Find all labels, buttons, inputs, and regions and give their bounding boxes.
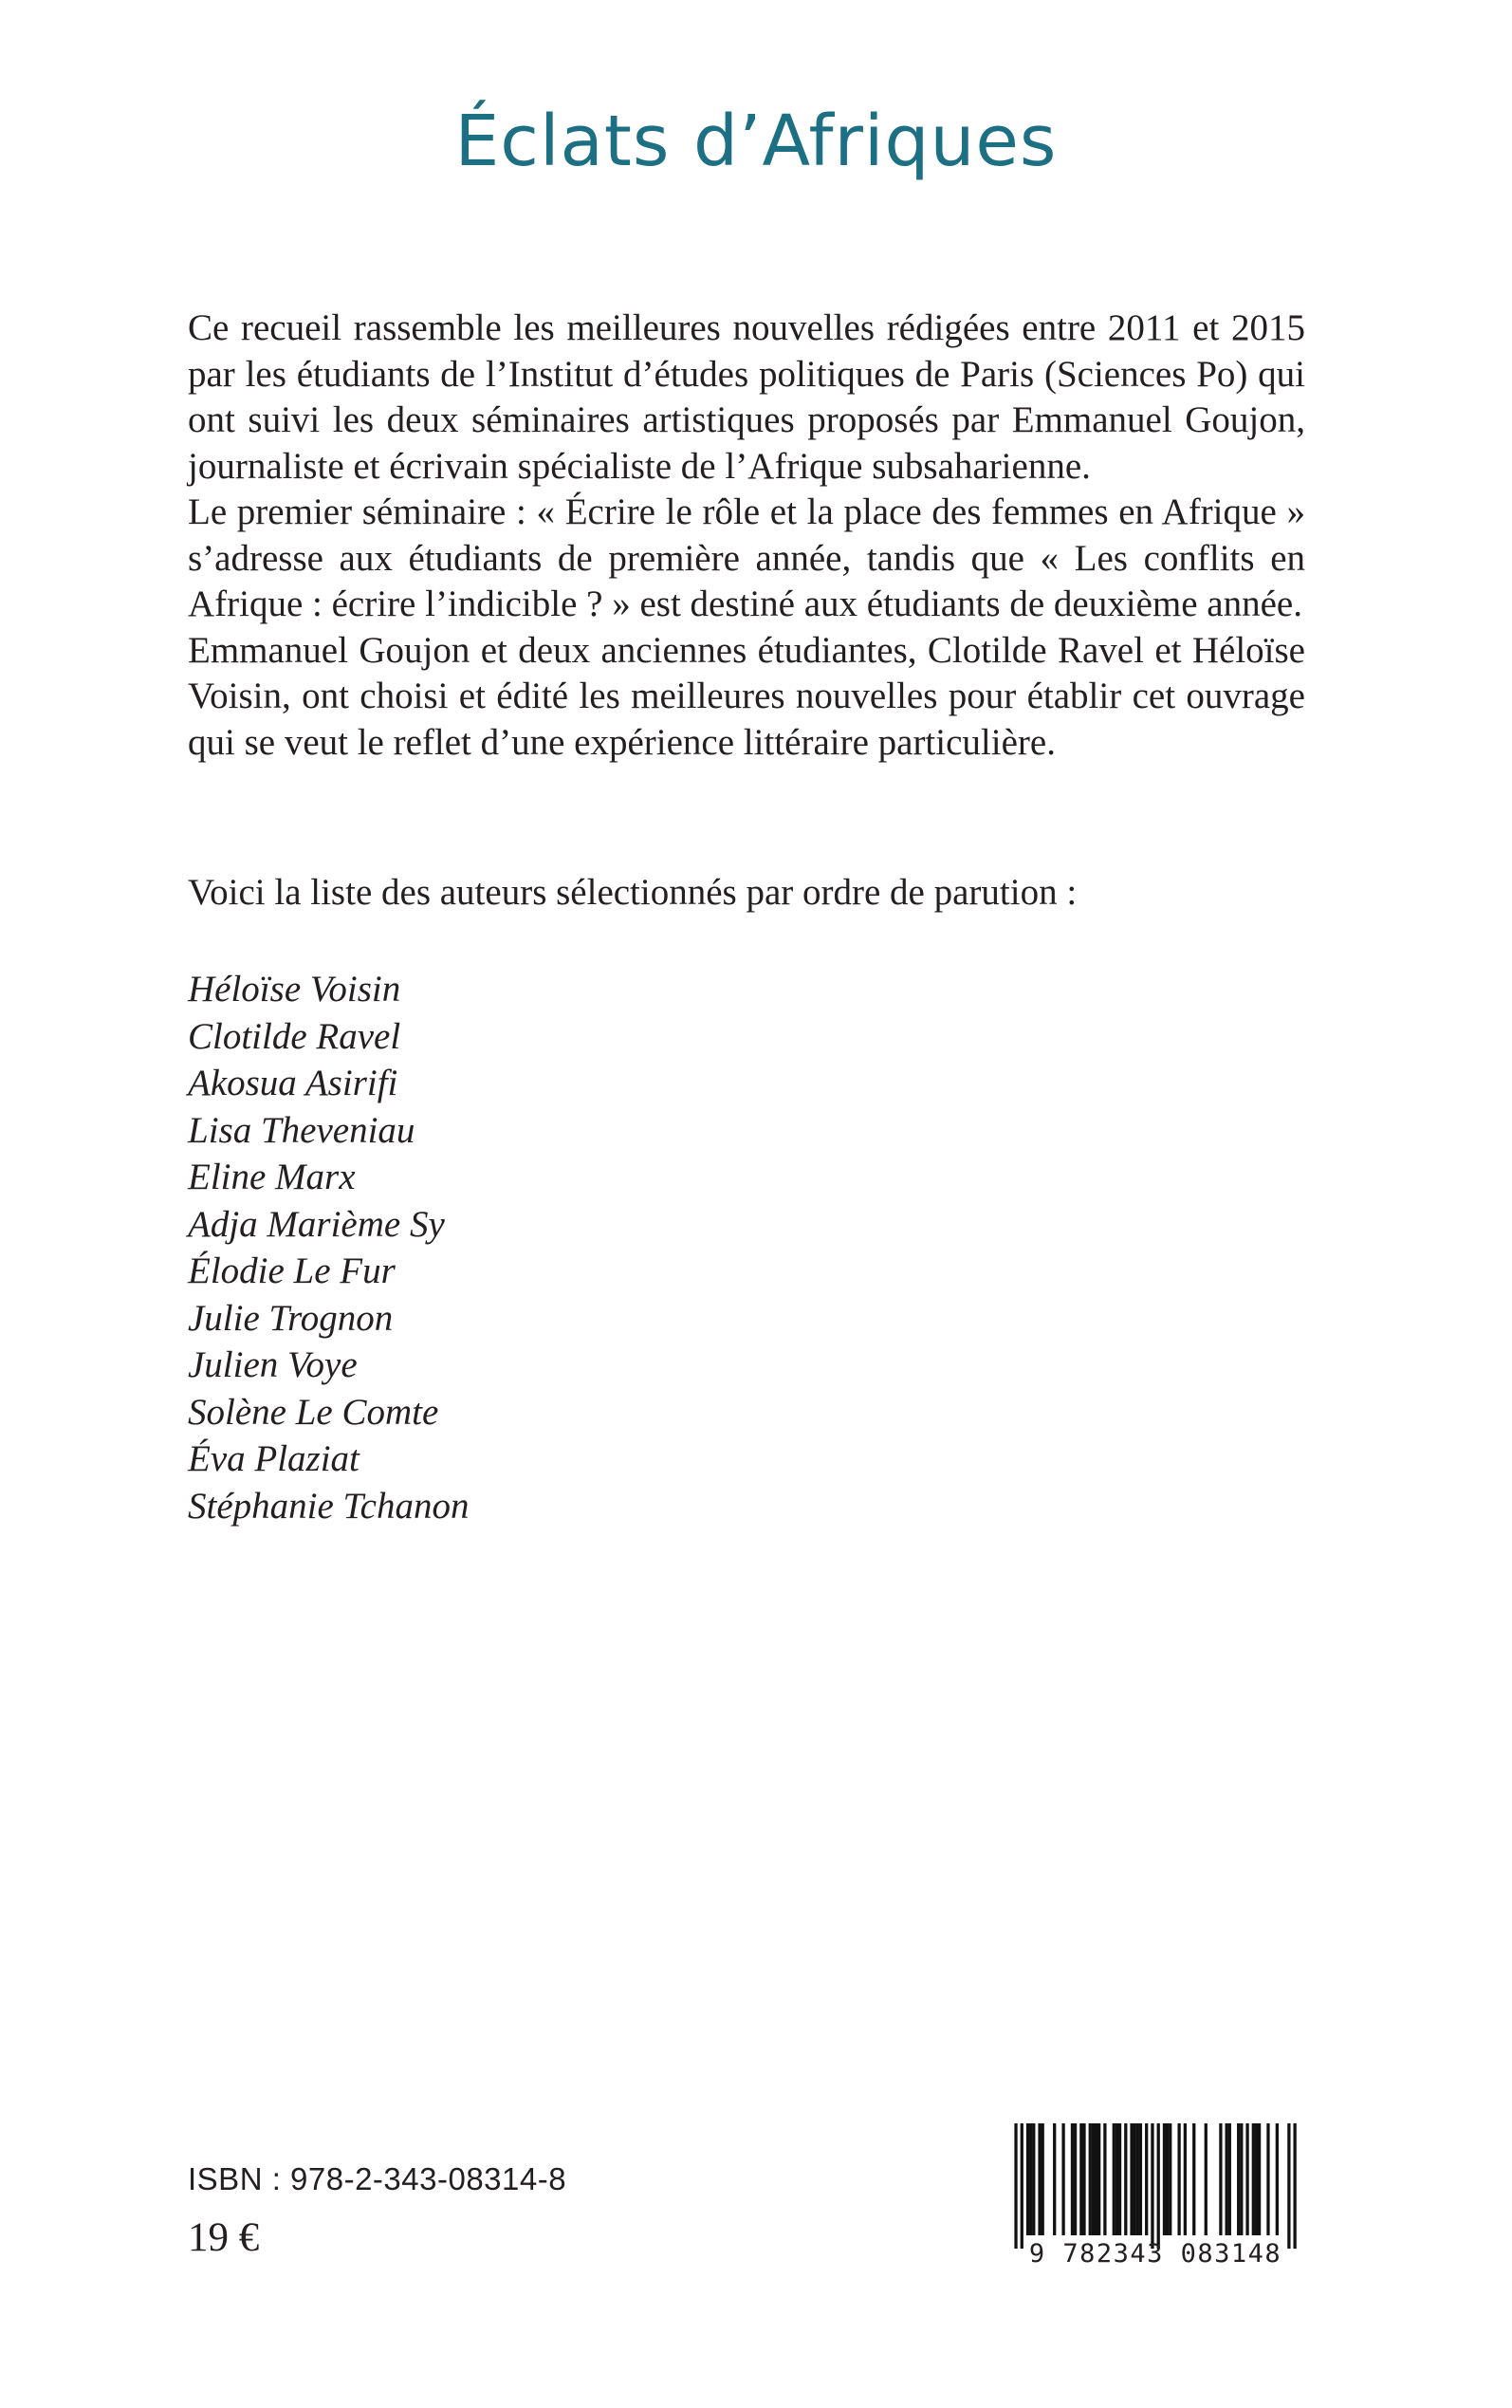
author-name: Éva Plaziat xyxy=(188,1438,360,1479)
barcode-bar xyxy=(1163,2123,1166,2235)
barcode-bar xyxy=(1124,2123,1127,2235)
barcode-bar xyxy=(1026,2123,1029,2235)
barcode-bar xyxy=(1136,2123,1139,2235)
barcode-bar xyxy=(1145,2123,1148,2235)
barcode-bar xyxy=(1192,2123,1195,2235)
authors-list xyxy=(188,966,469,1529)
author-name: Julie Trognon xyxy=(188,1297,394,1339)
barcode-bar xyxy=(1074,2123,1077,2235)
author-name: Akosua Asirifi xyxy=(188,1063,398,1103)
barcode-bar xyxy=(1134,2123,1136,2235)
barcode-bar xyxy=(1097,2123,1100,2235)
book-title: Éclats d’Afriques xyxy=(454,101,1058,182)
author-name: Eline Marx xyxy=(188,1157,356,1197)
barcode-bar xyxy=(1042,2123,1044,2235)
barcode-bar xyxy=(1258,2123,1261,2235)
barcode-bar xyxy=(1089,2123,1092,2235)
barcode-bar xyxy=(1276,2123,1279,2235)
barcode-bar xyxy=(1130,2123,1133,2235)
barcode-bar xyxy=(1177,2123,1180,2235)
barcode-bar xyxy=(1151,2123,1153,2249)
barcode-bar xyxy=(1118,2123,1121,2235)
barcode-number: 9 782343 083148 xyxy=(1028,2239,1282,2269)
barcode-bar xyxy=(1038,2123,1041,2235)
barcode-bar xyxy=(1079,2123,1082,2235)
barcode-bar xyxy=(1082,2123,1085,2235)
barcode-bar xyxy=(1095,2123,1097,2235)
barcode-bar xyxy=(1053,2123,1056,2235)
barcode-bar xyxy=(1205,2123,1208,2235)
barcode-bar xyxy=(1092,2123,1095,2235)
barcode-bar xyxy=(1113,2123,1116,2235)
barcode-bar xyxy=(1014,2123,1017,2249)
barcode-bar xyxy=(1184,2123,1187,2235)
barcode-bar xyxy=(1139,2123,1142,2235)
barcode-bar xyxy=(1157,2123,1160,2249)
barcode-bar xyxy=(1255,2123,1258,2235)
authors-intro: Voici la liste des auteurs sélectionnés par ordre de parution : xyxy=(188,872,1078,913)
description-paragraph: Le premier séminaire : « Écrire le rôle et la place des femmes en Afrique » s’adresse aux étudiants de première année, tandis que « Les conflits en Afrique : écrire l’indicible ? » est destiné aux étudiants de deuxième année. xyxy=(188,491,1305,624)
barcode-bar xyxy=(1293,2123,1296,2249)
barcode-bar xyxy=(1061,2123,1064,2235)
description-paragraph: Ce recueil rassemble les meilleures nouvelles rédigées entre 2011 et 2015 par les étudiants de l’Institut d’études politiques de Paris (Sciences Po) qui ont suivi les deux séminaires artistiques proposés par Emmanuel Goujon, journaliste et écrivain spécialiste de l’Afrique subsaharienne. xyxy=(188,307,1305,487)
barcode-bar xyxy=(1166,2123,1169,2235)
author-name: Élodie Le Fur xyxy=(188,1250,396,1291)
author-name: Stéphanie Tchanon xyxy=(188,1485,470,1527)
author-name: Julien Voye xyxy=(188,1344,358,1385)
barcode-bar xyxy=(1029,2123,1032,2235)
barcode-bar xyxy=(1226,2123,1228,2235)
barcode-bar xyxy=(1237,2123,1240,2235)
price-label: 19 € xyxy=(188,2215,260,2260)
barcode-bar xyxy=(1116,2123,1118,2235)
barcode-bar xyxy=(1240,2123,1243,2235)
barcode-bar xyxy=(1245,2123,1248,2235)
author-name: Héloïse Voisin xyxy=(188,969,401,1010)
back-cover-description xyxy=(188,306,1305,766)
barcode-bar xyxy=(1169,2123,1171,2235)
barcode-bar xyxy=(1021,2123,1023,2249)
isbn-label: ISBN : 978-2-343-08314-8 xyxy=(188,2161,567,2196)
barcode-bar xyxy=(1252,2123,1255,2235)
barcode-bar xyxy=(1032,2123,1035,2235)
barcode-bar xyxy=(1287,2123,1290,2249)
barcode-bar xyxy=(1266,2123,1269,2235)
barcode-bar xyxy=(1228,2123,1231,2235)
author-name: Solène Le Comte xyxy=(188,1391,439,1433)
barcode-bar xyxy=(1219,2123,1222,2235)
author-name: Lisa Theveniau xyxy=(188,1109,415,1151)
barcode-bar xyxy=(1103,2123,1106,2235)
author-name: Clotilde Ravel xyxy=(188,1015,401,1057)
barcode-bar xyxy=(1071,2123,1074,2235)
description-paragraph: Emmanuel Goujon et deux anciennes étudiantes, Clotilde Ravel et Héloïse Voisin, ont choisi et édité les meilleures nouvelles pour établir cet ouvrage qui se veut le reflet d’une expérience littéraire particulière. xyxy=(188,629,1305,763)
author-name: Adja Marième Sy xyxy=(188,1203,445,1245)
